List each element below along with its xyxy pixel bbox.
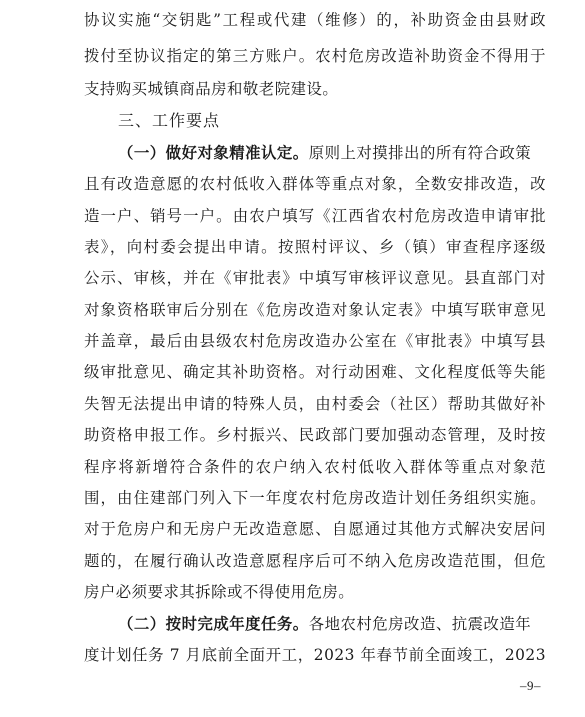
body-text-line: 题的，在履行确认改造意愿程序后可不纳入危房改造范围，但危 <box>84 552 546 570</box>
body-text-line: 失智无法提出申请的特殊人员，由村委会（社区）帮助其做好补 <box>84 395 546 413</box>
body-text-line: 并盖章，最后由县级农村危房改造办公室在《审批表》中填写县 <box>84 332 546 350</box>
body-text-line: 对于危房户和无房户无改造意愿、自愿通过其他方式解决安居问 <box>84 520 546 538</box>
body-text-line: 支持购买城镇商品房和敬老院建设。 <box>84 80 339 98</box>
body-text-line: 对象资格联审后分别在《危房改造对象认定表》中填写联审意见 <box>84 301 546 319</box>
body-text-line: 公示、审核，并在《审批表》中填写审核评议意见。县直部门对 <box>84 269 546 287</box>
body-text-line: 级审批意见、确定其补助资格。对行动困难、文化程度低等失能 <box>84 363 546 381</box>
body-text: 各地农村危房改造、抗震改造年 <box>308 615 532 633</box>
body-text-line: 协议实施“交钥匙”工程或代建（维修）的，补助资金由县财政 <box>84 11 546 29</box>
paragraph-first-line <box>118 138 546 168</box>
body-text: 原则上对摸排出的所有符合政策 <box>308 144 532 162</box>
body-text-line: 助资格申报工作。乡村振兴、民政部门要加强动态管理，及时按 <box>84 426 546 444</box>
subsection-heading: （二）按时完成年度任务。 <box>118 615 309 633</box>
body-text-line: 且有改造意愿的农村低收入群体等重点对象，全数安排改造，改 <box>84 175 546 193</box>
page-number: –9– <box>520 678 541 693</box>
body-text-line: 房户必须要求其拆除或不得使用危房。 <box>84 583 355 601</box>
body-text-line: 围，由住建部门列入下一年度农村危房改造计划任务组织实施。 <box>84 489 546 507</box>
body-text-line: 造一户、销号一户。由农户填写《江西省农村危房改造申请审批 <box>84 207 546 225</box>
paragraph-first-line <box>118 609 546 639</box>
subsection-heading: （一）做好对象精准认定。 <box>118 144 309 162</box>
section-heading: 三、工作要点 <box>118 111 221 130</box>
body-text-line: 拨付至协议指定的第三方账户。农村危房改造补助资金不得用于 <box>84 47 546 65</box>
body-text-line: 度计划任务 7 月底前全面开工，2023 年春节前全面竣工，2023 <box>84 646 546 664</box>
body-text-line: 程序将新增符合条件的农户纳入农村低收入群体等重点对象范 <box>84 458 546 476</box>
body-text-line: 表》，向村委会提出申请。按照村评议、乡（镇）审查程序逐级 <box>84 238 546 256</box>
